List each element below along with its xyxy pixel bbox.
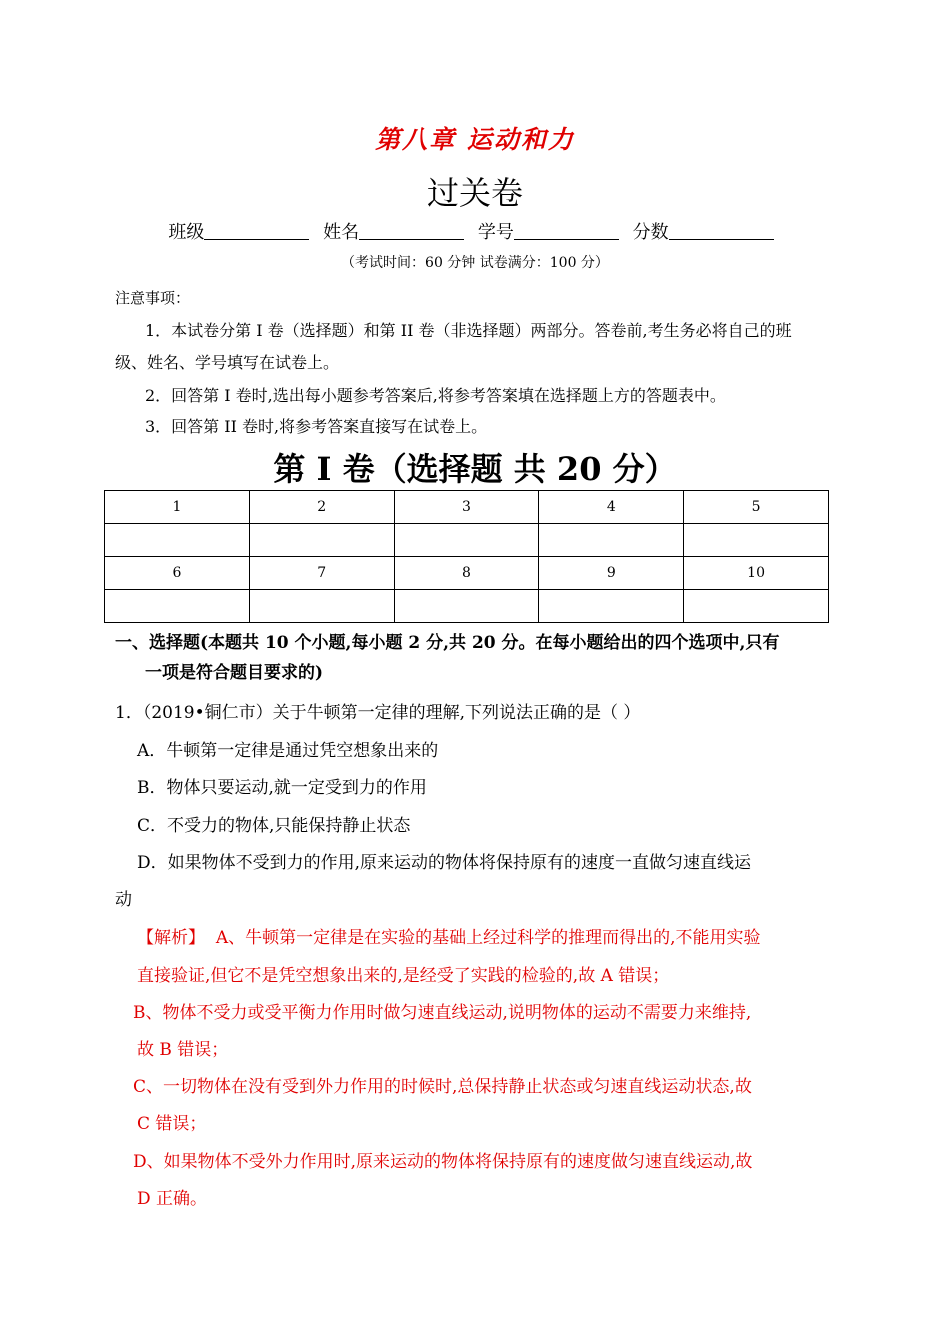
notice-item-3: 3．回答第 II 卷时,将参考答案直接写在试卷上。	[145, 417, 488, 436]
score-label: 分数	[632, 222, 669, 243]
answer-table-blank-row-2	[105, 590, 829, 623]
answer-cell[interactable]	[539, 524, 684, 557]
answer-cell[interactable]	[684, 590, 829, 623]
analysis-d-line-2: D 正确。	[137, 1189, 208, 1209]
answer-cell[interactable]	[249, 590, 394, 623]
name-label: 姓名	[323, 222, 360, 243]
question-1-stem: 1．（2019•铜仁市）关于牛顿第一定律的理解,下列说法正确的是（ ）	[115, 703, 641, 723]
answer-cell[interactable]	[105, 524, 250, 557]
notice-heading: 注意事项：	[115, 289, 191, 307]
exam-time-info: （考试时间：60 分钟 试卷满分：100 分）	[341, 255, 609, 271]
answer-table-header-row-2	[105, 557, 829, 590]
notice-item-1-line-1: 1．本试卷分第 I 卷（选择题）和第 II 卷（非选择题）两部分。答卷前,考生务必将自己的班	[145, 321, 792, 340]
question-section-heading	[115, 628, 835, 688]
answer-cell[interactable]	[249, 524, 394, 557]
notice-item-1-line-2: 级、姓名、学号填写在试卷上。	[115, 353, 340, 372]
student-id-blank[interactable]	[514, 221, 619, 240]
question-1-option-b[interactable]: B．物体只要运动,就一定受到力的作用	[137, 778, 427, 798]
name-blank[interactable]	[359, 221, 464, 240]
score-blank[interactable]	[669, 221, 774, 240]
answer-number: 1	[105, 491, 250, 524]
answer-table	[104, 490, 829, 623]
answer-number: 3	[394, 491, 539, 524]
answer-table-header-row-1	[105, 491, 829, 524]
analysis-b-line-2: 故 B 错误；	[137, 1040, 229, 1060]
exam-title: 过关卷	[426, 174, 523, 212]
answer-cell[interactable]	[394, 590, 539, 623]
question-1-option-a[interactable]: A．牛顿第一定律是通过凭空想象出来的	[137, 741, 439, 761]
answer-cell[interactable]	[539, 590, 684, 623]
question-section-line-1: 一、选择题(本题共 10 个小题,每小题 2 分,共 20 分。在每小题给出的四个选项中,只有	[115, 633, 780, 653]
analysis-d-line-1: D、如果物体不受外力作用时,原来运动的物体将保持原有的速度做匀速直线运动,故	[133, 1152, 753, 1172]
answer-number: 5	[684, 491, 829, 524]
answer-number: 6	[105, 557, 250, 590]
question-1-option-d-line-2: 动	[115, 890, 132, 910]
answer-cell[interactable]	[105, 590, 250, 623]
analysis-line-1	[137, 923, 761, 948]
answer-table-blank-row-1	[105, 524, 829, 557]
student-info-row	[0, 218, 950, 244]
chapter-title: 第八章 运动和力	[375, 125, 575, 154]
answer-number: 4	[539, 491, 684, 524]
answer-number: 10	[684, 557, 829, 590]
class-label: 班级	[168, 222, 205, 243]
answer-cell[interactable]	[394, 524, 539, 557]
answer-number: 8	[394, 557, 539, 590]
answer-number: 9	[539, 557, 684, 590]
analysis-b-line-1: B、物体不受力或受平衡力作用时做匀速直线运动,说明物体的运动不需要力来维持,	[133, 1003, 752, 1023]
notice-item-2: 2．回答第 I 卷时,选出每小题参考答案后,将参考答案填在选择题上方的答题表中。	[145, 386, 726, 405]
analysis-a-line-2: 直接验证,但它不是凭空想象出来的,是经受了实践的检验的,故 A 错误；	[137, 966, 670, 986]
answer-number: 7	[249, 557, 394, 590]
answer-number: 2	[249, 491, 394, 524]
analysis-c-line-2: C 错误；	[137, 1114, 207, 1134]
question-1-option-c[interactable]: C．不受力的物体,只能保持静止状态	[137, 816, 411, 836]
analysis-c-line-1: C、一切物体在没有受到外力作用的时候时,总保持静止状态或匀速直线运动状态,故	[133, 1077, 752, 1097]
analysis-label: 【解析】	[137, 928, 205, 948]
analysis-a-line-1: A、牛顿第一定律是在实验的基础上经过科学的推理而得出的,不能用实验	[215, 928, 761, 948]
section-1-title: 第 I 卷（选择题 共 20 分）	[273, 450, 677, 488]
question-section-line-2: 一项是符合题目要求的)	[145, 663, 324, 683]
question-1-option-d-line-1[interactable]: D．如果物体不受到力的作用,原来运动的物体将保持原有的速度一直做匀速直线运	[137, 853, 752, 873]
student-id-label: 学号	[477, 222, 514, 243]
class-blank[interactable]	[204, 221, 309, 240]
answer-cell[interactable]	[684, 524, 829, 557]
